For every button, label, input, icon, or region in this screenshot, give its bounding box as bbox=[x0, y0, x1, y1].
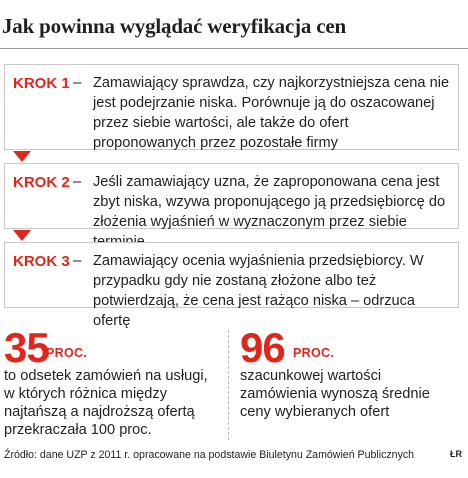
arrow-down-icon bbox=[13, 151, 31, 162]
step-text: Zamawiający ocenia wyjaśnienia przedsiębiorcy. W przypadku gdy nie zostaną złożone albo też potwierdzają, że cena jest rażąco niska – odrzuca ofertę bbox=[93, 253, 424, 329]
step-dash: – bbox=[73, 74, 82, 91]
arrow-down-icon bbox=[13, 230, 31, 241]
step-label: KROK 2 bbox=[13, 174, 70, 191]
stat-number: 35 bbox=[4, 324, 49, 371]
stat-description: szacunkowej wartości zamówienia wynoszą średnie ceny wybieranych ofert bbox=[240, 368, 430, 420]
title-divider bbox=[0, 48, 468, 49]
step-box-1 bbox=[4, 64, 459, 150]
step-label: KROK 1 bbox=[13, 75, 70, 92]
stat-unit: PROC. bbox=[293, 346, 335, 360]
stat-description: to odsetek zamówień na usługi, w których różnica między najtańszą a najdroższą ofertą przekraczała 100 proc. bbox=[4, 368, 208, 438]
step-text: Jeśli zamawiający uzna, że zaproponowana cena jest zbyt niska, wzywa proponującego ją przedsiębiorcę do złożenia wyjaśnień w wyznaczonym przez siebie bbox=[93, 174, 446, 230]
stat-unit: PROC. bbox=[46, 346, 88, 360]
step-text: Zamawiający sprawdza, czy najkorzystniejsza cena nie jest podejrzanie niska. Porównuje ją do oszacowanej przez siebie wartości, ale także do ofert proponowanych przez pozostałe firmy bbox=[93, 75, 450, 151]
page-title: Jak powinna wyglądać weryfikacja cen bbox=[2, 14, 346, 38]
step-box-2 bbox=[4, 163, 459, 229]
step-label: KROK 3 bbox=[13, 253, 70, 270]
step-dash: – bbox=[73, 173, 82, 190]
step-box-3 bbox=[4, 242, 459, 329]
stat-number: 96 bbox=[240, 324, 285, 371]
author-mark: ŁR bbox=[450, 449, 462, 459]
step-dash: – bbox=[73, 252, 82, 269]
stats-divider bbox=[228, 330, 229, 440]
source-note: Źródło: dane UZP z 2011 r. opracowane na podstawie Biuletynu Zamówień Publicznych bbox=[4, 449, 415, 461]
